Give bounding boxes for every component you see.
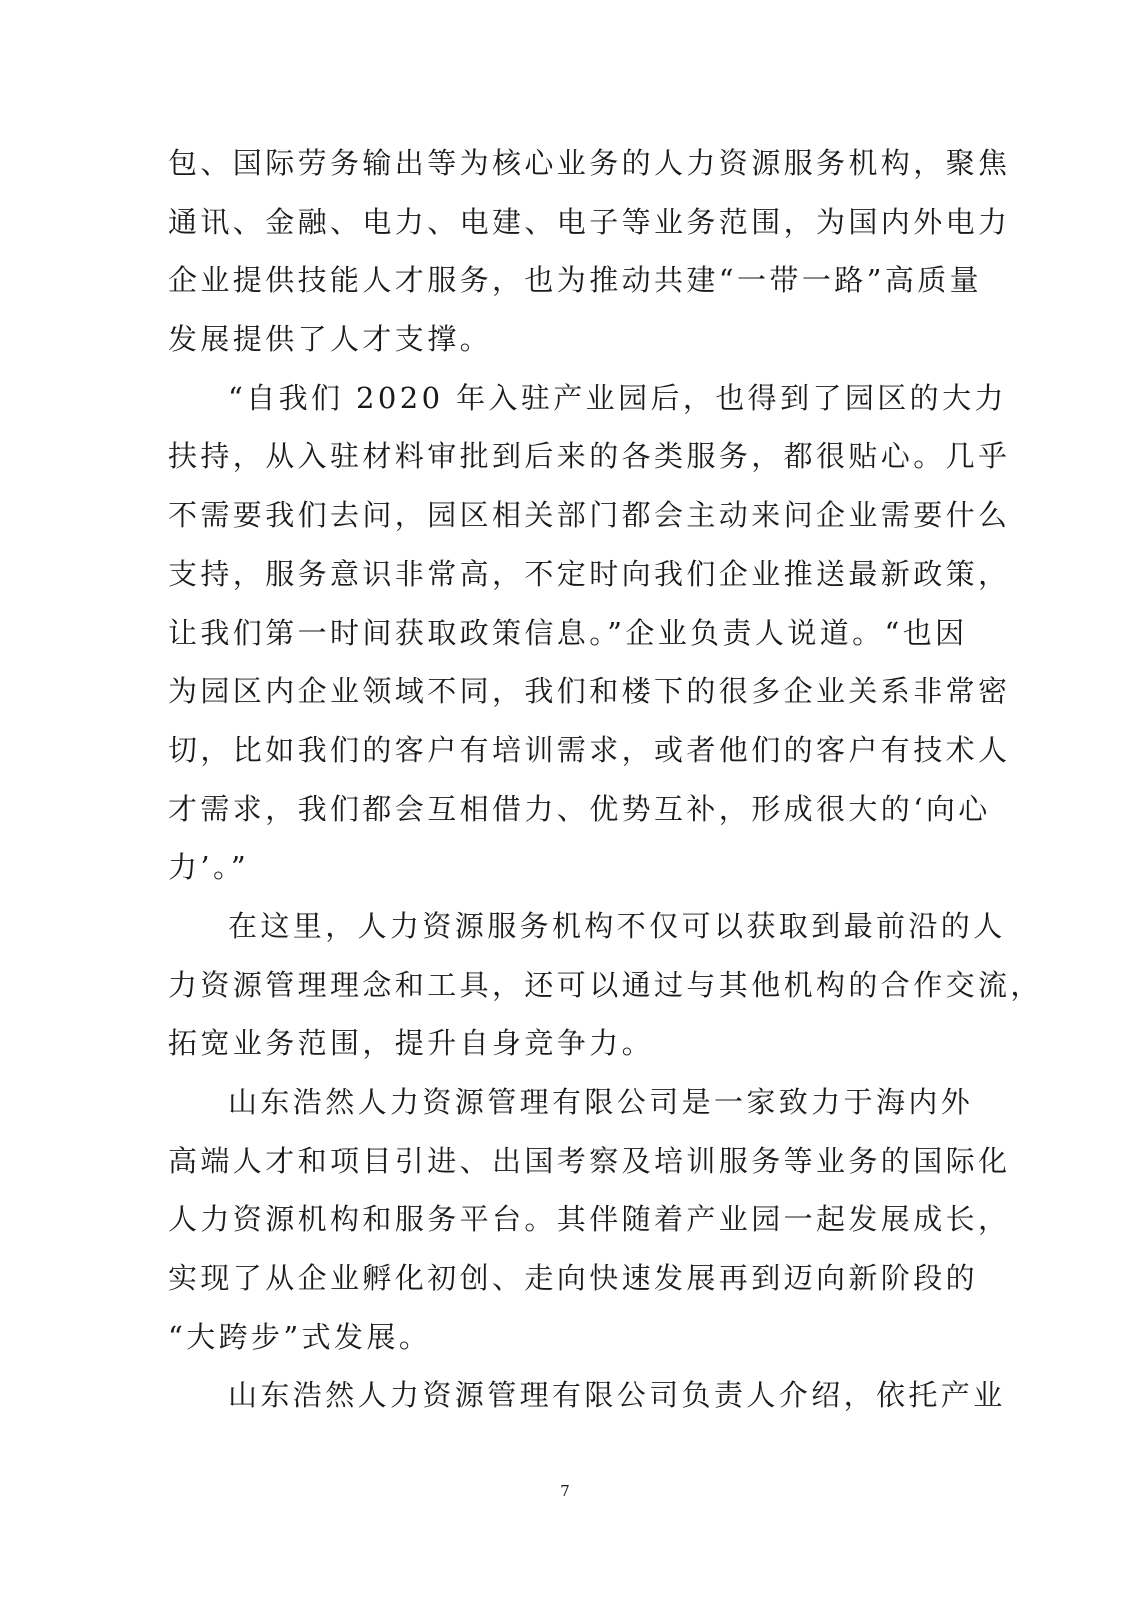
text-line: “大跨步”式发展。 (168, 1319, 432, 1354)
text-line: 力资源管理理念和工具，还可以通过与其他机构的合作交流， (168, 967, 1043, 1002)
text-line: 为园区内企业领域不同，我们和楼下的很多企业关系非常密 (168, 674, 1011, 709)
text-line: 切，比如我们的客户有培训需求，或者他们的客户有技术人 (168, 732, 1011, 767)
text-line: 实现了从企业孵化初创、走向快速发展再到迈向新阶段的 (168, 1261, 979, 1296)
text-line: 才需求，我们都会互相借力、优势互补，形成很大的‘向心 (168, 791, 991, 826)
text-line: 让我们第一时间获取政策信息。”企业负责人说道。“也因 (168, 615, 968, 650)
page-number: 7 (560, 1482, 570, 1500)
text-line: 拓宽业务范围，提升自身竞争力。 (168, 1026, 655, 1061)
text-line: 山东浩然人力资源管理有限公司负责人介绍，依托产业 (228, 1378, 1006, 1413)
text-line: 企业提供技能人才服务，也为推动共建“一带一路”高质量 (168, 263, 983, 298)
text-line: “自我们 2020 年入驻产业园后，也得到了园区的大力 (228, 380, 1007, 415)
text-line: 通讯、金融、电力、电建、电子等业务范围，为国内外电力 (168, 204, 1011, 239)
text-line: 力’。” (168, 850, 250, 885)
text-line: 人力资源机构和服务平台。其伴随着产业园一起发展成长， (168, 1202, 1011, 1237)
body-text (168, 134, 1043, 1425)
text-line: 扶持，从入驻材料审批到后来的各类服务，都很贴心。几乎 (168, 439, 1011, 474)
text-line: 包、国际劳务输出等为核心业务的人力资源服务机构，聚焦 (168, 146, 1011, 180)
text-line: 不需要我们去问，园区相关部门都会主动来问企业需要什么 (168, 498, 1011, 533)
text-line: 在这里，人力资源服务机构不仅可以获取到最前沿的人 (228, 908, 1006, 943)
text-line: 山东浩然人力资源管理有限公司是一家致力于海内外 (228, 1085, 974, 1119)
text-line: 发展提供了人才支撑。 (168, 322, 493, 357)
text-line: 支持，服务意识非常高，不定时向我们企业推送最新政策， (168, 556, 1011, 591)
text-line: 高端人才和项目引进、出国考察及培训服务等业务的国际化 (168, 1143, 1011, 1178)
